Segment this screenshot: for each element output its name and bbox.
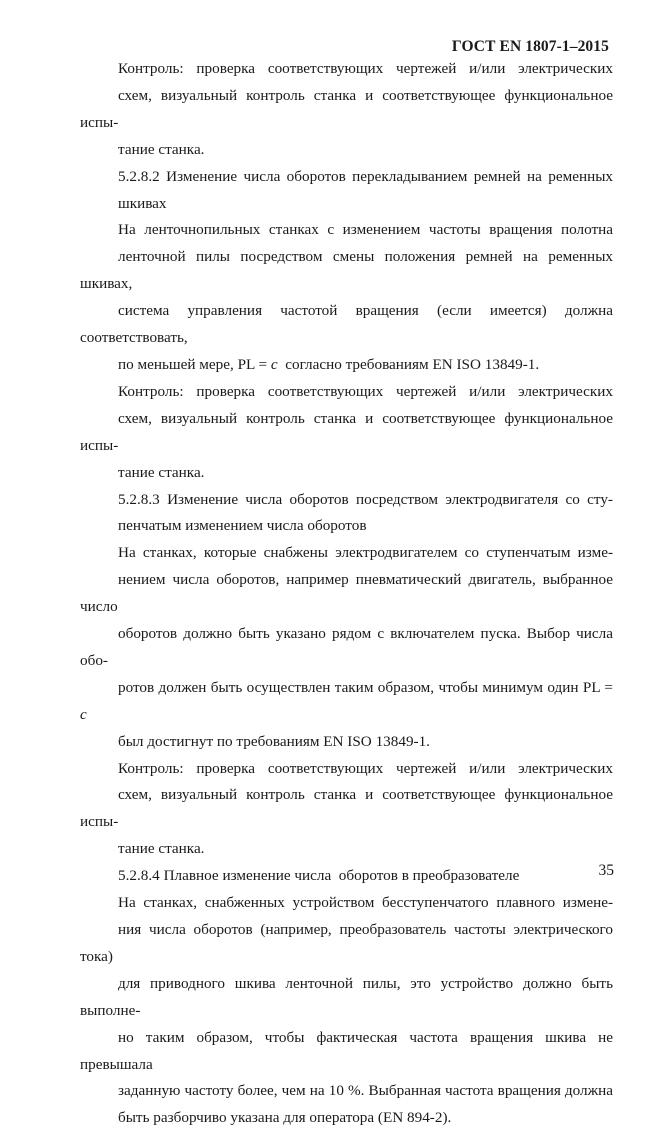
text-line: система управления частотой вращения (если имеется) должна соответствовать, [80,302,613,347]
text-line: На станках, снабженных устройством бесступенчатого плавного измене- [118,894,613,912]
belt-speed-paragraph [80,217,613,378]
standard-designation: ГОСТ EN 1807-1–2015 [451,38,609,55]
stepless-drive-paragraph [80,890,613,1132]
document-body [80,56,613,1132]
text-line: На станках, которые снабжены электродвигателем со ступенчатым изме- [118,544,613,562]
text-fragment: ротов должен быть осуществлен таким образом, чтобы минимум один PL = [118,678,613,696]
text-line: 5.2.8.3 Изменение числа оборотов посредством электродвигателя со сту- [118,490,613,508]
section-heading-5-2-8-4 [80,863,613,890]
text-fragment: согласно требованиям EN ISO 13849-1. [277,355,540,373]
text-line: схем, визуальный контроль станка и соответствующее функциональное испы- [80,409,613,454]
text-line: ленточной пилы посредством смены положения ремней на ременных шкивах, [80,248,613,293]
text-line: Контроль: проверка соответствующих чертежей и/или электрических [118,60,613,77]
control-paragraph-2 [80,379,613,487]
text-line: тание станка. [118,463,205,481]
text-line: оборотов должно быть указано рядом с включателем пуска. Выбор числа обо- [80,625,613,669]
text-line: для приводного шкива ленточной пилы, это устройство должно быть выполне- [80,974,613,1019]
text-line: ния числа оборотов (например, преобразователь частоты электрического тока) [80,921,613,965]
text-line: был достигнут по требованиям EN ISO 13849-1. [118,732,430,750]
section-heading-5-2-8-2 [80,164,613,218]
text-line: Контроль: проверка соответствующих чертежей и/или электрических [118,759,613,777]
text-line: но таким образом, чтобы фактическая частота вращения шкива не превышала [80,1028,613,1073]
pl-level-symbol: c [270,355,278,373]
text-line: На ленточнопильных станках с изменением частоты вращения полотна [118,221,613,239]
text-line: схем, визуальный контроль станка и соответствующее функциональное испы- [80,86,613,131]
text-line: тание станка. [118,140,205,158]
stepped-motor-paragraph [80,540,613,755]
text-line: Контроль: проверка соответствующих чертежей и/или электрических [118,382,613,400]
section-heading-5-2-8-3 [80,487,613,541]
text-line [80,352,613,379]
text-line: 5.2.8.2 Изменение числа оборотов перекладыванием ремней на ременных [118,167,613,185]
control-paragraph-3 [80,756,613,864]
text-fragment: по меньшей мере, PL = [118,355,271,373]
text-line: 5.2.8.4 Плавное изменение числа оборотов в преобразователе [118,867,520,885]
text-line: пенчатым изменением числа оборотов [118,517,367,535]
text-line: нением числа оборотов, например пневматический двигатель, выбранное число [80,571,613,616]
text-line [80,675,613,729]
text-line: заданную частоту более, чем на 10 %. Выбранная частота вращения должна [118,1082,613,1100]
control-paragraph-1 [80,56,613,164]
pl-level-symbol: c [80,705,87,723]
text-line: шкивах [118,194,167,212]
text-line: схем, визуальный контроль станка и соответствующее функциональное испы- [80,786,613,831]
text-line: тание станка. [118,840,205,858]
page-number: 35 [598,862,614,879]
text-line: быть разборчиво указана для оператора (EN 894-2). [118,1109,452,1127]
